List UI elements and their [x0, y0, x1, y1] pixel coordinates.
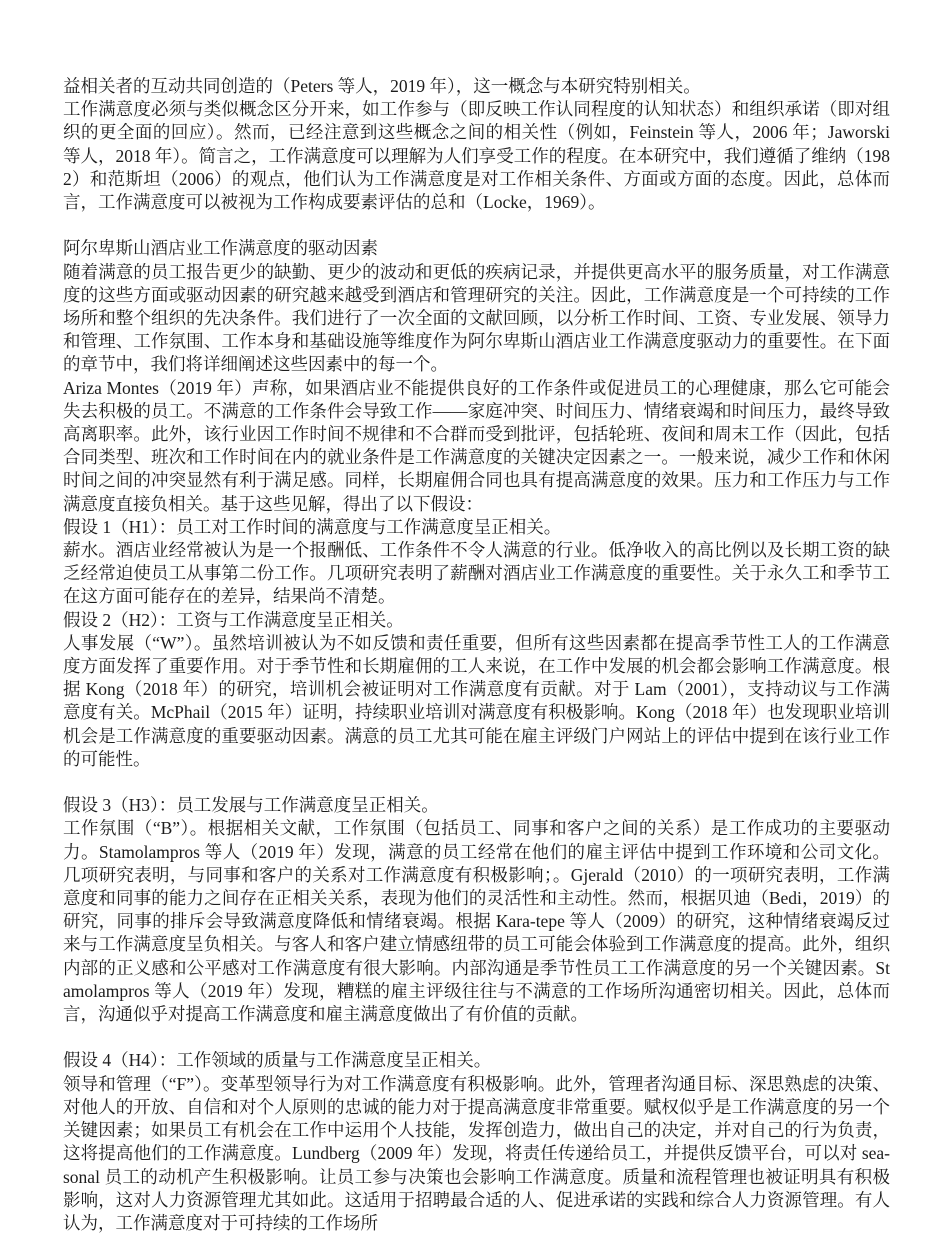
- paragraph-working-hours: Ariza Montes（2019 年）声称，如果酒店业不能提供良好的工作条件或促进员工的心理健康，那么它可能会失去积极的员工。不满意的工作条件会导致工作——家庭冲突、时间压力、情绪衰竭和时间压力，最终导致高离职率。此外，该行业因工作时间不规律和不合群而受到批评，包括轮班、夜间和周末工作（因此，包括合同类型、班次和工作时间在内的就业条件是工作满意度的关键决定因素之一。一般来说，减少工作和休闲时间之间的冲突显然有利于满足感。同样，长期雇佣合同也具有提高满意度的效果。压力和工作压力与工作满意度直接负相关。基于这些见解，得出了以下假设：: [63, 377, 890, 514]
- hypothesis-h4: 假设 4（H4）：工作领域的质量与工作满意度呈正相关。: [63, 1050, 492, 1071]
- paragraph-leadership-management: 领导和管理（“F”）。变革型领导行为对工作满意度有积极影响。此外，管理者沟通目标、深思熟虑的决策、对他人的开放、自信和对个人原则的忠诚的能力对于提高满意度非常重要。赋权似乎是工作满意度的另一个关键因素；如果员工有机会在工作中运用个人技能，发挥创造力，做出自己的决定，并对自己的行为负责，这将提高他们的工作满意度。Lundberg（2009 年）发现，将责任传递给员工，并提供反馈平台，可以对 sea-sonal 员工的动机产生积极影响。让员工参与决策也会影响工作满意度。质量和流程管理也被证明具有积极影响，这对人力资源管理尤其如此。这适用于招聘最合适的人、促进承诺的实践和综合人力资源管理。有人认为，工作满意度对于可持续的工作场所: [63, 1073, 890, 1233]
- hypothesis-h1: 假设 1（H1）：员工对工作时间的满意度与工作满意度呈正相关。: [63, 516, 562, 537]
- paragraph-drivers-intro: 随着满意的员工报告更少的缺勤、更少的波动和更低的疾病记录，并提供更高水平的服务质量，对工作满意度的这些方面或驱动因素的研究越来越受到酒店和管理研究的关注。因此，工作满意度是一个可持续的工作场所和整个组织的先决条件。我们进行了一次全面的文献回顾，以分析工作时间、工资、专业发展、领导力和管理、工作氛围、工作本身和基础设施等维度作为阿尔卑斯山酒店业工作满意度驱动力的重要性。在下面的章节中，我们将详细阐述这些因素中的每一个。: [63, 261, 890, 375]
- paragraph-job-satisfaction-definition: 工作满意度必须与类似概念区分开来，如工作参与（即反映工作认同程度的认知状态）和组织承诺（即对组织的更全面的回应）。然而，已经注意到这些概念之间的相关性（例如，Feinstein 等人，2006 年；Jaworski 等人，2018 年）。简言之，工作满意度可以理解为人们享受工作的程度。在本研究中，我们遵循了维纳（1982）和范斯坦（2006）的观点，他们认为工作满意度是对工作相关条件、方面或方面的态度。因此，总体而言，工作满意度可以被视为工作构成要素评估的总和（Locke，1969）。: [63, 99, 890, 213]
- paragraph-personnel-development: 人事发展（“W”）。虽然培训被认为不如反馈和责任重要，但所有这些因素都在提高季节性工人的工作满意度方面发挥了重要作用。对于季节性和长期雇佣的工人来说，在工作中发展的机会都会影响工作满意度。根据 Kong（2018 年）的研究，培训机会被证明对工作满意度有贡献。对于 Lam（2001），支持动议与工作满意度有关。McPhail（2015 年）证明，持续职业培训对满意度有积极影响。Kong（2018 年）也发现职业培训机会是工作满意度的重要驱动因素。满意的员工尤其可能在雇主评级门户网站上的评估中提到在该行业工作的可能性。: [63, 632, 890, 769]
- prev-page-overflow-text: 益相关者的互动共同创造的（Peters 等人，2019 年），这一概念与本研究特别相关。: [63, 76, 701, 96]
- document-page: [63, 75, 890, 1235]
- section-heading-drivers: 阿尔卑斯山酒店业工作满意度的驱动因素: [63, 238, 378, 259]
- hypothesis-h3: 假设 3（H3）：员工发展与工作满意度呈正相关。: [63, 795, 439, 816]
- hypothesis-h2: 假设 2（H2）：工资与工作满意度呈正相关。: [63, 609, 404, 630]
- paragraph-salary: 薪水。酒店业经常被认为是一个报酬低、工作条件不令人满意的行业。低净收入的高比例以及长期工资的缺乏经常迫使员工从事第二份工作。几项研究表明了薪酬对酒店业工作满意度的重要性。关于永久工和季节工在这方面可能存在的差异，结果尚不清楚。: [63, 540, 890, 607]
- paragraph-work-climate: 工作氛围（“B”）。根据相关文献，工作氛围（包括员工、同事和客户之间的关系）是工作成功的主要驱动力。Stamolampros 等人（2019 年）发现，满意的员工经常在他们的雇主评估中提到工作环境和公司文化。几项研究表明，与同事和客户的关系对工作满意度有积极影响；。Gjerald（2010）的一项研究表明，工作满意度和同事的能力之间存在正相关关系，表现为他们的灵活性和主动性。然而，根据贝迪（Bedi，2019）的研究，同事的排斥会导致满意度降低和情绪衰竭。根据 Kara-tepe 等人（2009）的研究，这种情绪衰竭反过来与工作满意度呈负相关。与客人和客户建立情感纽带的员工可能会体验到工作满意度的提高。此外，组织内部的正义感和公平感对工作满意度有很大影响。内部沟通是季节性员工工作满意度的另一个关键因素。Stamolampros 等人（2019 年）发现，糟糕的雇主评级往往与不满意的工作场所沟通密切相关。因此，总体而言，沟通似乎对提高工作满意度和雇主满意度做出了有价值的贡献。: [63, 818, 890, 1025]
